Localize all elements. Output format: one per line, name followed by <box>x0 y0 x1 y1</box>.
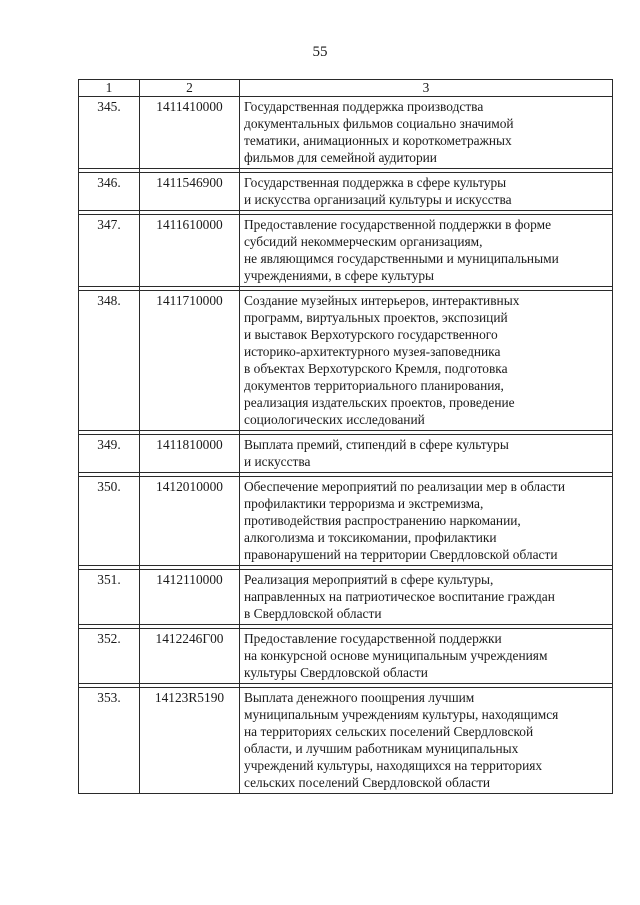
row-code: 1411546900 <box>140 173 240 211</box>
row-number: 348. <box>79 291 140 431</box>
table-row <box>79 173 613 211</box>
description-line: Выплата денежного поощрения лучшим <box>244 690 475 705</box>
row-number: 352. <box>79 629 140 684</box>
description-line: культуры Свердловской области <box>244 665 428 680</box>
row-code: 1411710000 <box>140 291 240 431</box>
description-line: направленных на патриотическое воспитание граждан <box>244 589 555 604</box>
description-line: муниципальным учреждениям культуры, находящимся <box>244 707 559 722</box>
description-line: учреждениями, в сфере культуры <box>244 268 435 283</box>
description-line: Государственная поддержка в сфере культуры <box>244 175 507 190</box>
row-description <box>240 173 613 211</box>
table-row <box>79 688 613 794</box>
table-row <box>79 435 613 473</box>
description-line: Предоставление государственной поддержки <box>244 631 502 646</box>
description-line: документов территориального планирования, <box>244 378 504 393</box>
column-header-code: 2 <box>140 80 240 97</box>
table-row <box>79 570 613 625</box>
description-line: и искусства организаций культуры и искусства <box>244 192 512 207</box>
description-line: субсидий некоммерческим организациям, <box>244 234 483 249</box>
row-code: 1412110000 <box>140 570 240 625</box>
page-number: 55 <box>312 44 328 60</box>
description-line: и искусства <box>244 454 311 469</box>
row-number: 345. <box>79 97 140 169</box>
row-code: 1411810000 <box>140 435 240 473</box>
description-line: правонарушений на территории Свердловской области <box>244 547 558 562</box>
description-line: области, и лучшим работникам муниципальных <box>244 741 519 756</box>
row-code: 14123R5190 <box>140 688 240 794</box>
row-description <box>240 688 613 794</box>
row-description <box>240 629 613 684</box>
row-description <box>240 215 613 287</box>
description-line: программ, виртуальных проектов, экспозиций <box>244 310 508 325</box>
description-line: социологических исследований <box>244 412 425 427</box>
row-number: 347. <box>79 215 140 287</box>
row-number: 346. <box>79 173 140 211</box>
description-line: в объектах Верхотурского Кремля, подготовка <box>244 361 508 376</box>
table-row <box>79 629 613 684</box>
description-line: профилактики терроризма и экстремизма, <box>244 496 484 511</box>
description-line: Предоставление государственной поддержки в форме <box>244 217 552 232</box>
table-row <box>79 97 613 169</box>
table-row <box>79 477 613 566</box>
row-description <box>240 435 613 473</box>
description-line: в Свердловской области <box>244 606 382 621</box>
column-header-description: 3 <box>240 80 613 97</box>
description-line: учреждений культуры, находящихся на территориях <box>244 758 543 773</box>
row-description <box>240 477 613 566</box>
description-line: документальных фильмов социально значимой <box>244 116 514 131</box>
description-line: на территориях сельских поселений Свердловской <box>244 724 534 739</box>
description-line: Обеспечение мероприятий по реализации мер в области <box>244 479 566 494</box>
row-description <box>240 97 613 169</box>
description-line: тематики, анимационных и короткометражных <box>244 133 512 148</box>
table-row <box>79 291 613 431</box>
row-code: 1411610000 <box>140 215 240 287</box>
row-code: 1412246Г00 <box>140 629 240 684</box>
description-line: реализация издательских проектов, проведение <box>244 395 515 410</box>
description-line: сельских поселений Свердловской области <box>244 775 491 790</box>
description-line: не являющимся государственными и муниципальными <box>244 251 559 266</box>
row-number: 349. <box>79 435 140 473</box>
row-description <box>240 291 613 431</box>
description-line: Выплата премий, стипендий в сфере культуры <box>244 437 509 452</box>
description-line: Реализация мероприятий в сфере культуры, <box>244 572 494 587</box>
row-number: 351. <box>79 570 140 625</box>
column-header-number: 1 <box>79 80 140 97</box>
row-number: 353. <box>79 688 140 794</box>
table-body <box>79 97 613 794</box>
description-line: на конкурсной основе муниципальным учреждениям <box>244 648 548 663</box>
table-row <box>79 215 613 287</box>
row-description <box>240 570 613 625</box>
description-line: фильмов для семейной аудитории <box>244 150 437 165</box>
description-line: и выставок Верхотурского государственного <box>244 327 498 342</box>
row-number: 350. <box>79 477 140 566</box>
table-header-row <box>79 80 613 97</box>
description-line: алкоголизма и токсикомании, профилактики <box>244 530 497 545</box>
description-line: противодействия распространению наркомании, <box>244 513 521 528</box>
description-line: историко-архитектурного музея-заповедника <box>244 344 501 359</box>
description-line: Государственная поддержка производства <box>244 99 484 114</box>
description-line: Создание музейных интерьеров, интерактивных <box>244 293 520 308</box>
row-code: 1412010000 <box>140 477 240 566</box>
budget-codes-table <box>78 79 613 794</box>
row-code: 1411410000 <box>140 97 240 169</box>
